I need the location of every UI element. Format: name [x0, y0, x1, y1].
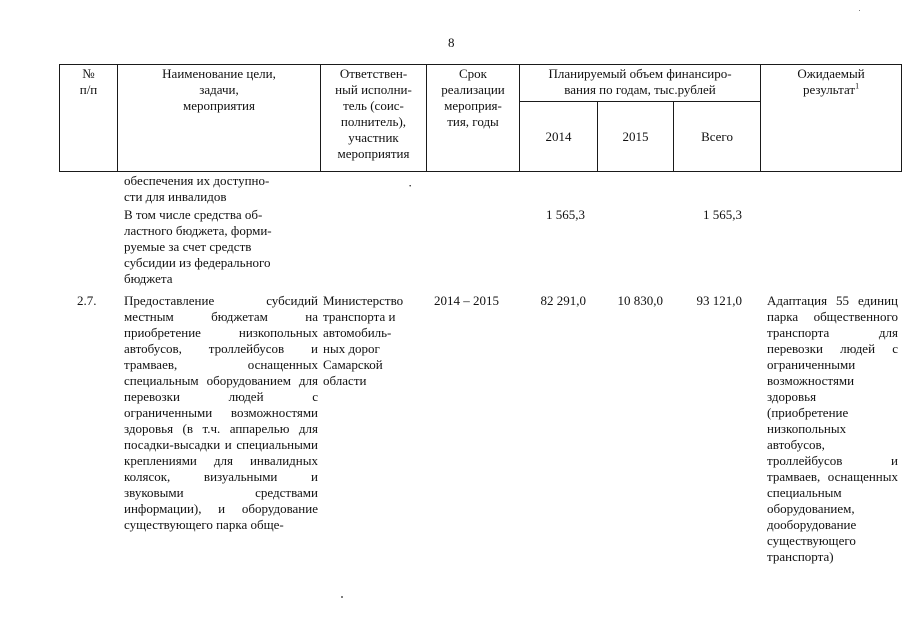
header-name: Наименование цели, задачи, мероприятия [118, 65, 321, 172]
header-result-label: Ожидаемый результат [797, 66, 865, 97]
scan-speck [341, 596, 343, 598]
stray-mark: · [408, 178, 413, 193]
header-result-footnote: 1 [855, 81, 860, 91]
table-header [59, 64, 902, 172]
header-year-2014: 2014 [520, 102, 598, 172]
row-value-total: 93 121,0 [696, 293, 742, 308]
header-responsible: Ответствен- ный исполни- тель (соис- полнитель), участник мероприятия [321, 65, 427, 172]
header-financing: Планируемый объем финансиро- вания по годам, тыс.рублей [520, 65, 761, 102]
row-value-2015: 10 830,0 [617, 293, 663, 308]
page-number: 8 [448, 35, 455, 50]
row-responsible: Министерство транспорта и автомобиль- ных дорог Самарской области [323, 293, 404, 388]
row-number: 2.7. [77, 293, 97, 308]
header-total: Всего [674, 102, 761, 172]
row-value-2014: 82 291,0 [540, 293, 586, 308]
row-name: Предоставление субсидий местным бюджетам на приобретение низкопольных автобусов, троллейбусов и трамваев, оснащенных специальным оборудованием для перевозки людей с ограниченными возможностями здоровья (в т.ч. аппарелью для посадки-высадки и специальными креплениями для инвалидных колясок, визуальными и звуковыми средствами информации), и оборудование существующего парка обще- [124, 293, 318, 532]
row-result: Адаптация 55 единиц парка общественного транспорта для перевозки людей с ограниченными возможностями здоровья (приобретение низкопольных автобусов, троллейбусов и трамваев, оснащенных специальным оборудованием, дооборудование существующего транспорта) [767, 293, 898, 564]
continuation-value-total: 1 565,3 [703, 207, 742, 222]
row-term: 2014 – 2015 [434, 293, 499, 308]
scan-speck [859, 10, 860, 11]
continuation-text: обеспечения их доступно- сти для инвалидов [124, 173, 270, 204]
header-result [761, 65, 902, 172]
header-number: № п/п [60, 65, 118, 172]
continuation-budget-text: В том числе средства об- ластного бюджета, форми- руемые за счет средств субсидии из федерального бюджета [124, 207, 272, 286]
header-term: Срок реализации мероприя- тия, годы [427, 65, 520, 172]
continuation-value-2014: 1 565,3 [546, 207, 585, 222]
header-year-2015: 2015 [598, 102, 674, 172]
